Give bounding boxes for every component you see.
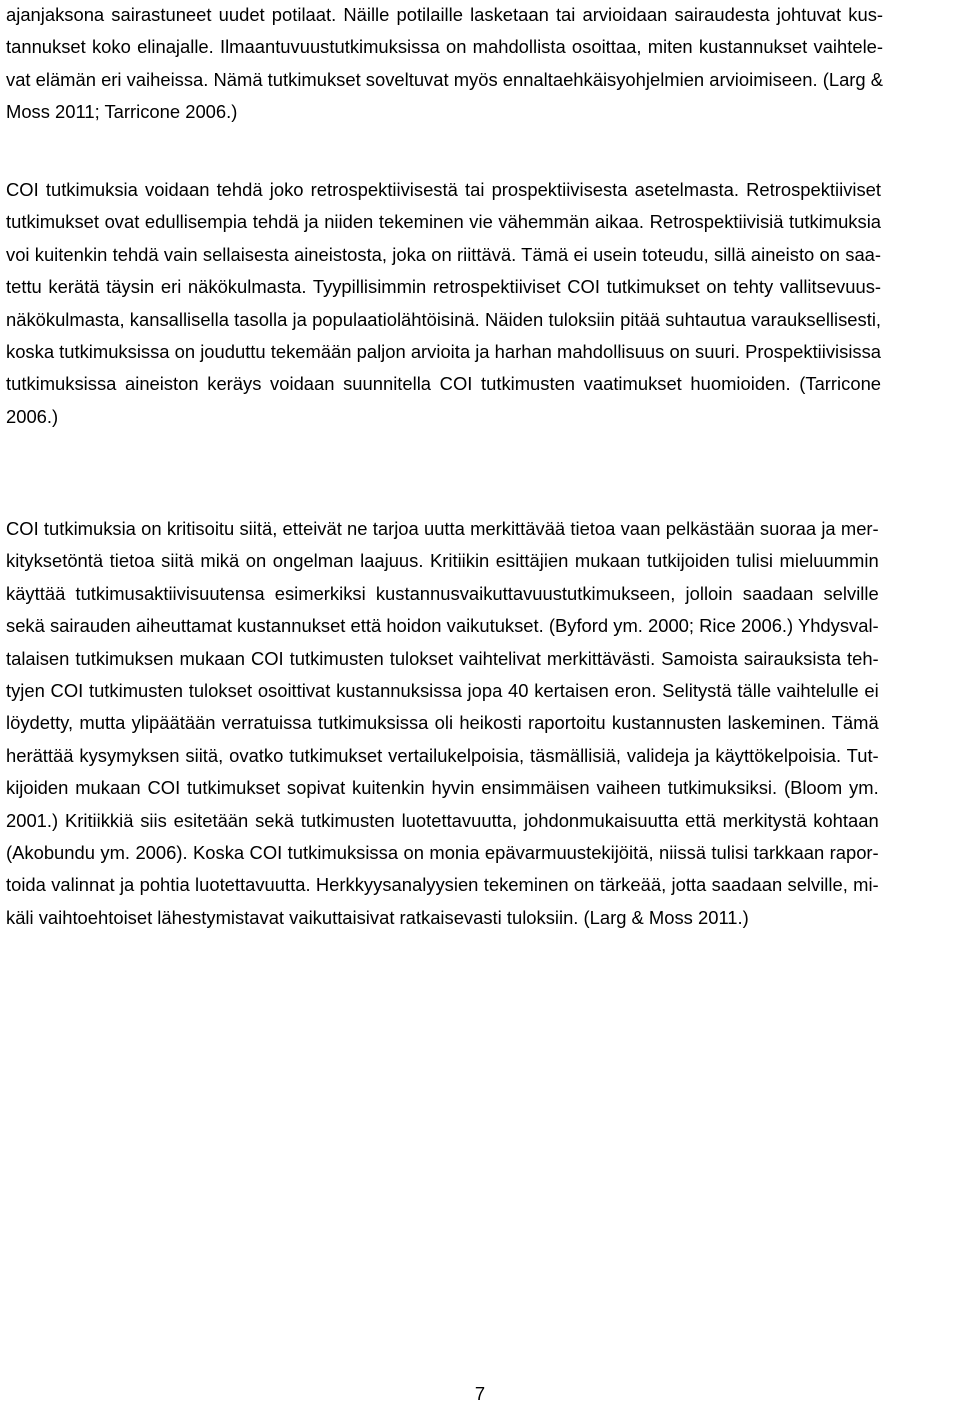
text-line: sekä sairauden aiheuttamat kustannukset että hoidon vaikutukset. (Byford ym. 2000; Rice 2006.) Yhdysval- <box>6 615 879 637</box>
text-line: koska tutkimuksissa on jouduttu tekemään paljon arvioita ja harhan mahdollisuus on suuri. Prospektiivisissa <box>6 340 882 362</box>
text-line: 2006.) <box>6 405 59 427</box>
text-line: käli vaihtoehtoiset lähestymistavat vaikuttaisivat ratkaisevasti tuloksiin. (Larg & Moss 2011.) <box>6 906 749 928</box>
text-line: COI tutkimuksia on kritisoitu siitä, etteivät ne tarjoa uutta merkittävää tietoa vaan pelkästään suoraa ja mer- <box>6 518 879 539</box>
text-line: talaisen tutkimuksen mukaan COI tutkimusten tulokset vaihtelivat merkittävästi. Samoista sairauksista teh- <box>6 647 879 669</box>
text-line: herättää kysymyksen siitä, ovatko tutkimukset vertailukelpoisia, täsmällisiä, valideja ja käyttökelpoisia. Tut- <box>6 744 879 766</box>
text-line: voi kuitenkin tehdä vain sellaisesta aineistosta, joka on riittävä. Tämä ei usein toteudu, sillä aineisto on saa- <box>6 243 882 265</box>
text-line: kityksetöntä tietoa siitä mikä on ongelman laajuus. Kritiikin esittäjien mukaan tutkijoiden tulisi mieluummin <box>6 550 879 572</box>
text-line: tettu kerätä täysin eri näkökulmasta. Tyypillisimmin retrospektiiviset COI tutkimukset on tehty vallitsevuus- <box>6 276 882 298</box>
text-line: tutkimukset ovat edullisempia tehdä ja niiden tekeminen vie vähemmän aikaa. Retrospektiivisiä tutkimuksia <box>6 211 882 233</box>
text-line: kijoiden mukaan COI tutkimukset sopivat kuitenkin hyvin ensimmäisen vaiheen tutkimuksiksi. (Bloom ym. <box>6 777 879 799</box>
text-line: (Akobundu ym. 2006). Koska COI tutkimuksissa on monia epävarmuustekijöitä, niissä tulisi tarkkaan rapor- <box>6 841 879 863</box>
text-line: käyttää tutkimusaktiivisuutensa esimerkiksi kustannusvaikuttavuustutkimukseen, jolloin saadaan selville <box>6 582 879 604</box>
text-line: 2001.) Kritiikkiä siis esitetään sekä tutkimusten luotettavuutta, johdonmukaisuutta että merkitystä kohtaan <box>6 809 879 831</box>
text-line: ajanjaksona sairastuneet uudet potilaat. Näille potilaille lasketaan tai arvioidaan sairaudesta johtuvat kus- <box>6 4 884 25</box>
text-line: COI tutkimuksia voidaan tehdä joko retrospektiivisestä tai prospektiivisesta asetelmasta. Retrospektiiviset <box>6 179 882 200</box>
paragraph-3 <box>6 513 879 934</box>
text-line: löydetty, mutta ylipäätään verratuissa tutkimuksissa oli heikosti raportoitu kustannusten laskeminen. Tämä <box>6 712 879 734</box>
text-line: näkökulmasta, kansallisella tasolla ja populaatiolähtöisinä. Näiden tuloksiin pitää suhtautua varauksellisesti, <box>6 308 882 330</box>
paragraph-2 <box>6 174 881 433</box>
text-line: tyjen COI tutkimusten tulokset osoittivat kustannuksissa jopa 40 kertaisen eron. Selitystä tälle vaihtelulle ei <box>6 679 879 701</box>
text-line: tutkimuksissa aineiston keräys voidaan suunnitella COI tutkimusten vaatimukset huomioiden. (Tarricone <box>6 373 882 395</box>
page-number: 7 <box>474 1383 486 1404</box>
text-line: Moss 2011; Tarricone 2006.) <box>6 101 238 123</box>
text-line: tannukset koko elinajalle. Ilmaantuvuustutkimuksissa on mahdollista osoittaa, miten kustannukset vaihtele- <box>6 36 884 58</box>
text-line: toida valinnat ja pohtia luotettavuutta. Herkkyysanalyysien tekeminen on tärkeää, jotta saadaan selville, mi- <box>6 874 879 896</box>
paragraph-1 <box>6 0 883 129</box>
text-line: vat elämän eri vaiheissa. Nämä tutkimukset soveltuvat myös ennaltaehkäisyohjelmien arvioimiseen. (Larg & <box>6 68 884 90</box>
